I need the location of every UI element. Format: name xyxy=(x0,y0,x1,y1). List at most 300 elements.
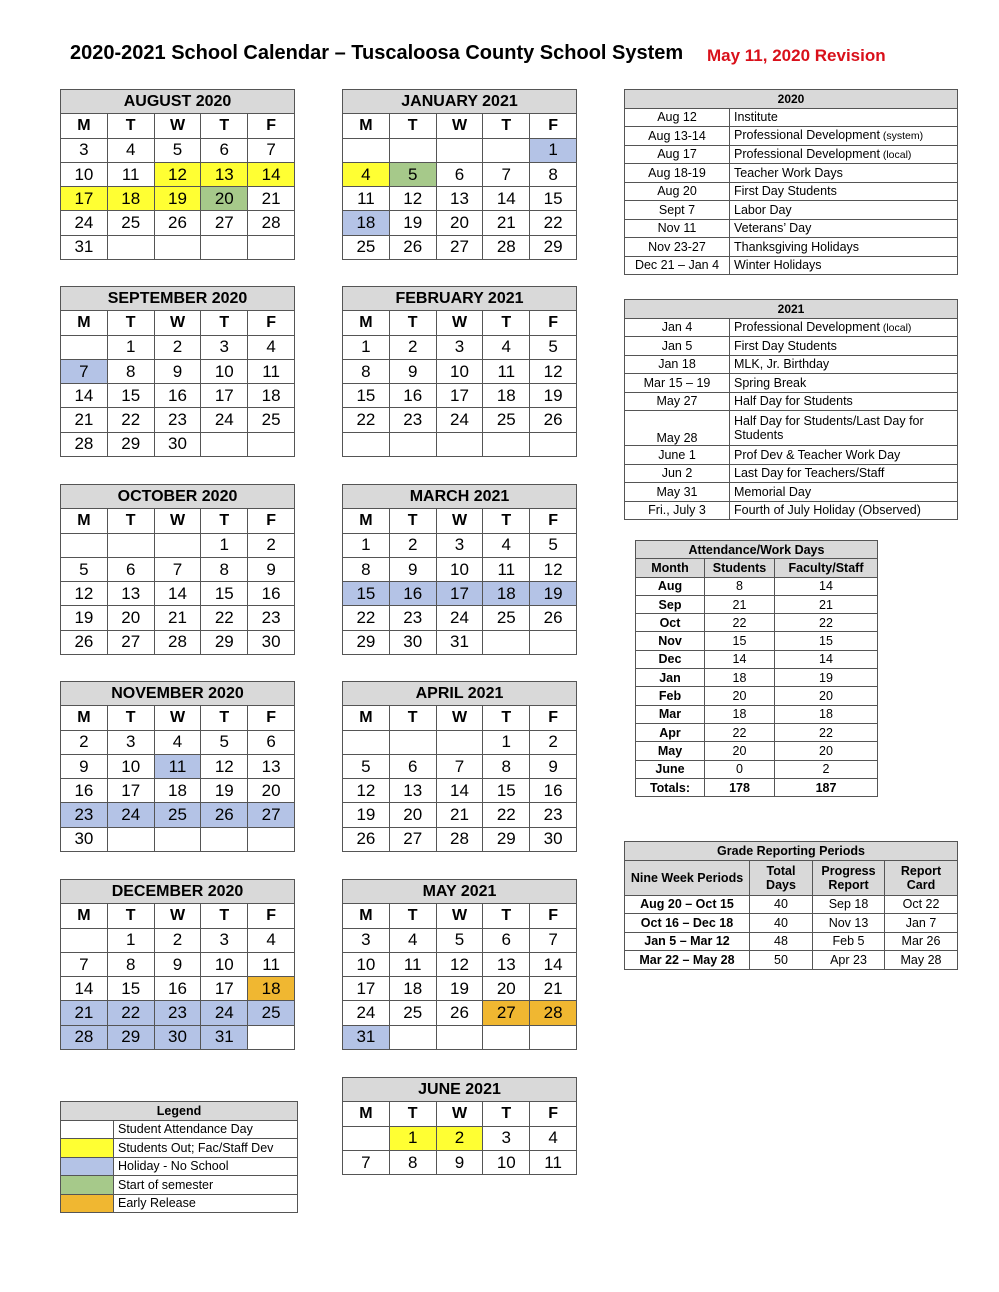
event-row xyxy=(625,318,958,337)
grade-header: Total Days xyxy=(750,860,813,895)
weekday-label: M xyxy=(61,706,108,730)
week-row xyxy=(61,211,295,235)
weekday-label: F xyxy=(530,904,577,928)
legend-row xyxy=(61,1194,298,1213)
weekday-row xyxy=(343,114,577,138)
day-cell xyxy=(343,138,390,162)
week-row xyxy=(61,408,295,432)
month-calendar xyxy=(342,879,577,1050)
month-title: MARCH 2021 xyxy=(343,485,577,509)
day-cell: 26 xyxy=(343,827,390,851)
day-cell xyxy=(248,235,295,259)
event-date: Jan 4 xyxy=(625,318,730,337)
day-cell: 24 xyxy=(61,211,108,235)
day-cell: 22 xyxy=(107,408,154,432)
event-row xyxy=(625,411,958,446)
attendance-row xyxy=(636,687,878,705)
legend-label: Holiday - No School xyxy=(114,1157,298,1176)
month-header-row xyxy=(343,1078,577,1102)
day-cell: 16 xyxy=(389,582,436,606)
legend-swatch xyxy=(61,1120,114,1139)
day-cell xyxy=(343,730,390,754)
day-cell: 31 xyxy=(61,235,108,259)
day-cell: 11 xyxy=(530,1150,577,1174)
event-date: Mar 15 – 19 xyxy=(625,374,730,393)
day-cell: 3 xyxy=(436,533,483,557)
legend-title-row xyxy=(61,1102,298,1121)
week-row xyxy=(61,827,295,851)
event-row xyxy=(625,374,958,393)
weekday-label: T xyxy=(483,114,530,138)
month-title: APRIL 2021 xyxy=(343,682,577,706)
event-row xyxy=(625,446,958,465)
attendance-cell: 0 xyxy=(705,760,775,778)
day-cell: 15 xyxy=(107,977,154,1001)
attendance-cell: Apr xyxy=(636,723,705,741)
day-cell: 10 xyxy=(107,754,154,778)
weekday-label: T xyxy=(389,1102,436,1126)
weekday-label: W xyxy=(154,706,201,730)
attendance-cell: Totals: xyxy=(636,778,705,796)
weekday-label: T xyxy=(483,509,530,533)
attendance-cell: June xyxy=(636,760,705,778)
event-row xyxy=(625,483,958,502)
event-name: Institute xyxy=(730,108,958,127)
grade-cell: Jan 5 – Mar 12 xyxy=(625,932,750,951)
attendance-row xyxy=(636,632,878,650)
day-cell: 19 xyxy=(201,779,248,803)
day-cell: 17 xyxy=(436,384,483,408)
day-cell: 7 xyxy=(436,754,483,778)
legend-title: Legend xyxy=(61,1102,298,1121)
attendance-cell: 14 xyxy=(705,650,775,668)
event-row xyxy=(625,464,958,483)
day-cell: 22 xyxy=(107,1001,154,1025)
month-calendar xyxy=(342,1077,577,1175)
week-row xyxy=(61,384,295,408)
weekday-label: T xyxy=(107,904,154,928)
week-row xyxy=(343,827,577,851)
event-row xyxy=(625,108,958,127)
attendance-row xyxy=(636,577,878,595)
event-date: Jan 18 xyxy=(625,355,730,374)
weekday-label: F xyxy=(248,904,295,928)
grade-cell: 40 xyxy=(750,895,813,914)
day-cell: 19 xyxy=(154,187,201,211)
weekday-label: M xyxy=(61,509,108,533)
day-cell: 5 xyxy=(530,533,577,557)
month-title: JUNE 2021 xyxy=(343,1078,577,1102)
day-cell: 30 xyxy=(154,1025,201,1049)
month-title: AUGUST 2020 xyxy=(61,90,295,114)
day-cell: 1 xyxy=(483,730,530,754)
day-cell: 23 xyxy=(389,606,436,630)
weekday-label: T xyxy=(201,904,248,928)
month-calendar xyxy=(342,286,577,457)
day-cell: 10 xyxy=(436,359,483,383)
attendance-cell: 20 xyxy=(775,742,878,760)
week-row xyxy=(343,211,577,235)
day-cell xyxy=(530,630,577,654)
event-date: Jan 5 xyxy=(625,337,730,356)
day-cell: 3 xyxy=(483,1126,530,1150)
day-cell: 23 xyxy=(248,606,295,630)
day-cell: 24 xyxy=(201,408,248,432)
day-cell: 17 xyxy=(343,977,390,1001)
weekday-label: T xyxy=(389,706,436,730)
day-cell: 5 xyxy=(343,754,390,778)
day-cell: 23 xyxy=(389,408,436,432)
day-cell: 9 xyxy=(154,359,201,383)
day-cell: 24 xyxy=(343,1001,390,1025)
day-cell: 2 xyxy=(530,730,577,754)
month-calendar xyxy=(342,681,577,852)
day-cell: 7 xyxy=(154,557,201,581)
legend-label: Early Release xyxy=(114,1194,298,1213)
day-cell: 27 xyxy=(436,235,483,259)
day-cell: 19 xyxy=(530,582,577,606)
day-cell: 20 xyxy=(436,211,483,235)
day-cell: 8 xyxy=(343,557,390,581)
event-date: Aug 17 xyxy=(625,145,730,164)
weekday-label: T xyxy=(389,509,436,533)
day-cell: 23 xyxy=(61,803,108,827)
day-cell: 10 xyxy=(61,162,108,186)
day-cell: 2 xyxy=(248,533,295,557)
grade-cell: Oct 16 – Dec 18 xyxy=(625,914,750,933)
day-cell: 15 xyxy=(201,582,248,606)
day-cell: 30 xyxy=(530,827,577,851)
attendance-row xyxy=(636,614,878,632)
attendance-cell: May xyxy=(636,742,705,760)
day-cell xyxy=(530,432,577,456)
day-cell xyxy=(201,432,248,456)
day-cell: 7 xyxy=(61,952,108,976)
day-cell: 24 xyxy=(201,1001,248,1025)
weekday-label: T xyxy=(107,114,154,138)
day-cell: 12 xyxy=(343,779,390,803)
weekday-label: W xyxy=(154,114,201,138)
day-cell: 9 xyxy=(154,952,201,976)
day-cell: 16 xyxy=(61,779,108,803)
week-row xyxy=(61,928,295,952)
event-name: Labor Day xyxy=(730,201,958,220)
event-date: Aug 12 xyxy=(625,108,730,127)
legend-swatch xyxy=(61,1176,114,1195)
day-cell: 5 xyxy=(389,162,436,186)
week-row xyxy=(343,359,577,383)
day-cell: 31 xyxy=(201,1025,248,1049)
events-2020-table xyxy=(624,89,958,275)
week-row xyxy=(343,335,577,359)
event-row xyxy=(625,256,958,275)
week-row xyxy=(61,533,295,557)
weekday-label: M xyxy=(343,706,390,730)
weekday-label: T xyxy=(107,706,154,730)
day-cell: 26 xyxy=(530,606,577,630)
event-row xyxy=(625,201,958,220)
weekday-row xyxy=(343,509,577,533)
day-cell: 1 xyxy=(107,335,154,359)
day-cell: 18 xyxy=(248,977,295,1001)
week-row xyxy=(61,952,295,976)
day-cell: 19 xyxy=(343,803,390,827)
day-cell: 6 xyxy=(201,138,248,162)
week-row xyxy=(343,384,577,408)
event-name: Thanksgiving Holidays xyxy=(730,238,958,257)
week-row xyxy=(343,606,577,630)
day-cell: 14 xyxy=(530,952,577,976)
day-cell: 21 xyxy=(61,408,108,432)
day-cell: 12 xyxy=(61,582,108,606)
week-row xyxy=(61,1025,295,1049)
day-cell: 1 xyxy=(343,335,390,359)
event-name: Professional Development (system) xyxy=(730,127,958,146)
day-cell: 14 xyxy=(61,384,108,408)
day-cell: 19 xyxy=(61,606,108,630)
grade-cell: Mar 26 xyxy=(885,932,958,951)
month-header-row xyxy=(343,880,577,904)
attendance-cell: 18 xyxy=(705,669,775,687)
day-cell: 26 xyxy=(154,211,201,235)
week-row xyxy=(61,557,295,581)
week-row xyxy=(343,432,577,456)
day-cell xyxy=(483,138,530,162)
day-cell: 2 xyxy=(154,928,201,952)
weekday-label: F xyxy=(248,509,295,533)
day-cell xyxy=(483,630,530,654)
attendance-header: Faculty/Staff xyxy=(775,559,878,577)
legend-swatch xyxy=(61,1157,114,1176)
day-cell: 29 xyxy=(530,235,577,259)
day-cell: 26 xyxy=(201,803,248,827)
event-name: Teacher Work Days xyxy=(730,164,958,183)
day-cell xyxy=(436,432,483,456)
day-cell: 8 xyxy=(107,359,154,383)
weekday-label: W xyxy=(154,904,201,928)
day-cell: 21 xyxy=(154,606,201,630)
day-cell xyxy=(107,235,154,259)
day-cell: 30 xyxy=(389,630,436,654)
weekday-label: W xyxy=(436,311,483,335)
event-date: May 28 xyxy=(625,411,730,446)
week-row xyxy=(61,779,295,803)
events-2021-table xyxy=(624,299,958,520)
attendance-cell: Oct xyxy=(636,614,705,632)
day-cell: 2 xyxy=(436,1126,483,1150)
day-cell: 20 xyxy=(389,803,436,827)
day-cell: 23 xyxy=(530,803,577,827)
day-cell: 6 xyxy=(483,928,530,952)
revision-label: May 11, 2020 Revision xyxy=(707,46,886,65)
day-cell xyxy=(248,1025,295,1049)
day-cell: 8 xyxy=(343,359,390,383)
day-cell: 15 xyxy=(343,384,390,408)
day-cell: 27 xyxy=(248,803,295,827)
month-calendar xyxy=(60,681,295,852)
month-calendar xyxy=(342,484,577,655)
attendance-row xyxy=(636,778,878,796)
grade-title: Grade Reporting Periods xyxy=(625,842,958,861)
day-cell: 12 xyxy=(436,952,483,976)
day-cell: 4 xyxy=(107,138,154,162)
month-calendar xyxy=(60,879,295,1050)
weekday-label: F xyxy=(530,706,577,730)
attendance-cell: 187 xyxy=(775,778,878,796)
week-row xyxy=(61,138,295,162)
day-cell: 8 xyxy=(389,1150,436,1174)
month-header-row xyxy=(61,90,295,114)
day-cell: 10 xyxy=(201,359,248,383)
day-cell: 26 xyxy=(389,235,436,259)
day-cell: 14 xyxy=(61,977,108,1001)
day-cell: 4 xyxy=(389,928,436,952)
day-cell: 18 xyxy=(154,779,201,803)
day-cell: 30 xyxy=(154,432,201,456)
day-cell: 11 xyxy=(248,359,295,383)
week-row xyxy=(343,1150,577,1174)
day-cell: 16 xyxy=(154,384,201,408)
attendance-cell: 22 xyxy=(705,614,775,632)
day-cell: 1 xyxy=(530,138,577,162)
day-cell: 30 xyxy=(61,827,108,851)
week-row xyxy=(343,630,577,654)
day-cell: 25 xyxy=(248,408,295,432)
week-row xyxy=(61,606,295,630)
attendance-row xyxy=(636,595,878,613)
day-cell: 7 xyxy=(248,138,295,162)
day-cell: 10 xyxy=(201,952,248,976)
event-name: Last Day for Teachers/Staff xyxy=(730,464,958,483)
event-name: Half Day for Students/Last Day for Students xyxy=(730,411,958,446)
day-cell: 4 xyxy=(248,335,295,359)
weekday-label: T xyxy=(483,311,530,335)
day-cell: 11 xyxy=(154,754,201,778)
legend-row xyxy=(61,1120,298,1139)
day-cell xyxy=(61,335,108,359)
day-cell: 28 xyxy=(436,827,483,851)
weekday-label: W xyxy=(154,509,201,533)
event-date: Sept 7 xyxy=(625,201,730,220)
day-cell: 11 xyxy=(483,557,530,581)
day-cell: 3 xyxy=(201,335,248,359)
day-cell: 21 xyxy=(61,1001,108,1025)
attendance-cell: Feb xyxy=(636,687,705,705)
day-cell: 12 xyxy=(530,557,577,581)
day-cell: 1 xyxy=(201,533,248,557)
weekday-row xyxy=(61,311,295,335)
day-cell: 24 xyxy=(436,606,483,630)
weekday-label: T xyxy=(389,114,436,138)
week-row xyxy=(343,533,577,557)
attendance-cell: 18 xyxy=(705,705,775,723)
event-name: Veterans’ Day xyxy=(730,219,958,238)
month-title: FEBRUARY 2021 xyxy=(343,287,577,311)
month-header-row xyxy=(61,485,295,509)
day-cell: 21 xyxy=(483,211,530,235)
day-cell: 13 xyxy=(201,162,248,186)
month-header-row xyxy=(343,485,577,509)
month-title: OCTOBER 2020 xyxy=(61,485,295,509)
day-cell: 2 xyxy=(389,335,436,359)
day-cell: 20 xyxy=(201,187,248,211)
day-cell: 28 xyxy=(483,235,530,259)
month-header-row xyxy=(61,287,295,311)
day-cell: 12 xyxy=(389,187,436,211)
grade-cell: 48 xyxy=(750,932,813,951)
week-row xyxy=(61,754,295,778)
week-row xyxy=(61,582,295,606)
event-date: Nov 23-27 xyxy=(625,238,730,257)
weekday-label: W xyxy=(436,904,483,928)
day-cell: 6 xyxy=(107,557,154,581)
day-cell: 16 xyxy=(248,582,295,606)
day-cell: 5 xyxy=(530,335,577,359)
day-cell: 4 xyxy=(530,1126,577,1150)
event-row xyxy=(625,164,958,183)
attendance-row xyxy=(636,669,878,687)
week-row xyxy=(61,803,295,827)
attendance-title-row xyxy=(636,541,878,559)
day-cell: 17 xyxy=(107,779,154,803)
attendance-cell: 18 xyxy=(775,705,878,723)
day-cell: 8 xyxy=(201,557,248,581)
month-calendar xyxy=(342,89,577,260)
day-cell xyxy=(389,432,436,456)
events-2021-header-row xyxy=(625,300,958,319)
day-cell: 16 xyxy=(530,779,577,803)
week-row xyxy=(61,162,295,186)
day-cell xyxy=(201,827,248,851)
weekday-label: F xyxy=(248,706,295,730)
day-cell: 5 xyxy=(436,928,483,952)
legend-swatch xyxy=(61,1139,114,1158)
grade-header: Nine Week Periods xyxy=(625,860,750,895)
day-cell: 24 xyxy=(436,408,483,432)
week-row xyxy=(343,952,577,976)
day-cell: 7 xyxy=(483,162,530,186)
grade-title-row xyxy=(625,842,958,861)
day-cell: 21 xyxy=(530,977,577,1001)
day-cell: 26 xyxy=(436,1001,483,1025)
event-date: May 31 xyxy=(625,483,730,502)
day-cell: 28 xyxy=(61,1025,108,1049)
day-cell: 5 xyxy=(61,557,108,581)
day-cell: 21 xyxy=(436,803,483,827)
event-name: First Day Students xyxy=(730,182,958,201)
day-cell xyxy=(154,827,201,851)
day-cell: 27 xyxy=(201,211,248,235)
weekday-label: F xyxy=(248,114,295,138)
day-cell: 22 xyxy=(530,211,577,235)
grade-cell: Oct 22 xyxy=(885,895,958,914)
week-row xyxy=(343,187,577,211)
day-cell: 31 xyxy=(436,630,483,654)
attendance-header-row xyxy=(636,559,878,577)
week-row xyxy=(343,162,577,186)
attendance-table xyxy=(635,540,878,797)
weekday-label: M xyxy=(61,904,108,928)
attendance-cell: 2 xyxy=(775,760,878,778)
attendance-cell: 15 xyxy=(775,632,878,650)
event-date: Fri., July 3 xyxy=(625,501,730,520)
events-2021-title: 2021 xyxy=(625,300,958,319)
day-cell: 9 xyxy=(61,754,108,778)
week-row xyxy=(61,630,295,654)
weekday-label: M xyxy=(61,114,108,138)
weekday-label: W xyxy=(436,509,483,533)
day-cell xyxy=(483,432,530,456)
